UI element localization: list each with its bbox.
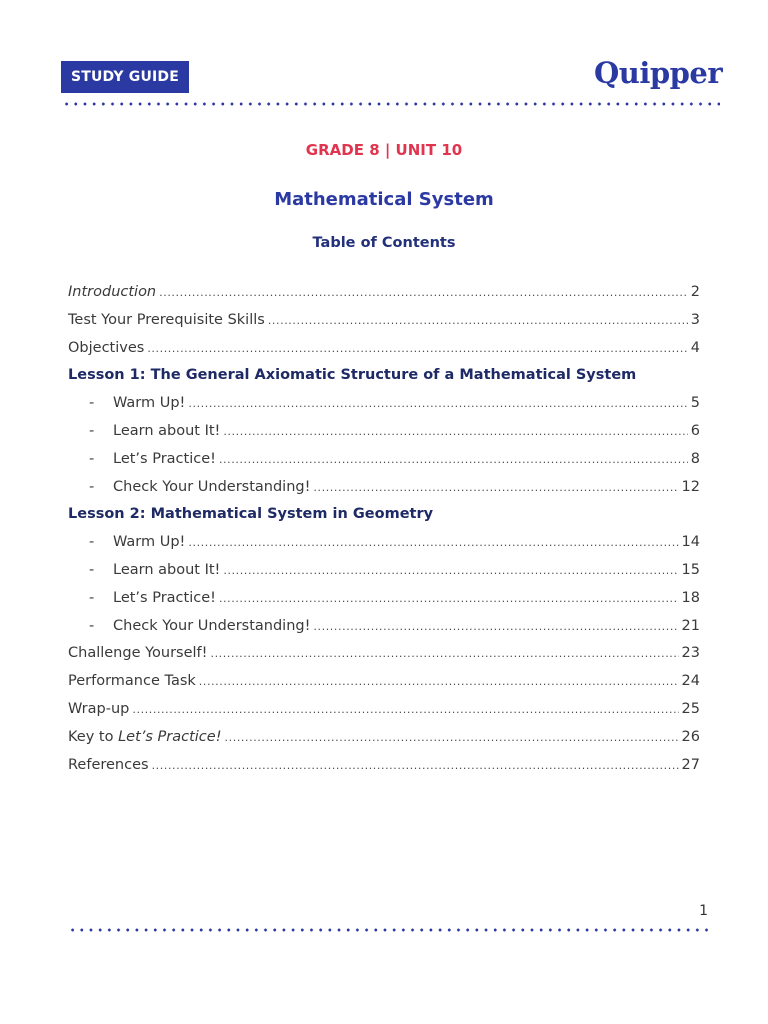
dot-leader bbox=[159, 286, 688, 299]
dot-leader bbox=[223, 564, 678, 577]
page-number: 1 bbox=[699, 903, 708, 919]
toc-entry-label: Learn about It! bbox=[113, 561, 221, 578]
toc-entry-page: 4 bbox=[690, 339, 700, 356]
toc-entry-label: Performance Task bbox=[68, 673, 196, 690]
toc-entry-lesson1-check-understanding[interactable] bbox=[68, 479, 700, 507]
dot-leader bbox=[219, 592, 679, 605]
toc-entry-label: Objectives bbox=[68, 339, 145, 356]
toc-entry-label: Wrap-up bbox=[68, 700, 130, 717]
toc-entry-lesson2-check-understanding[interactable] bbox=[68, 618, 700, 646]
toc-entry-page: 25 bbox=[681, 700, 700, 717]
bullet-dash: - bbox=[89, 395, 95, 412]
toc-entry-page: 6 bbox=[690, 422, 700, 439]
toc-entry-page: 15 bbox=[681, 561, 700, 578]
dot-leader bbox=[268, 314, 688, 327]
toc-entry-page: 12 bbox=[681, 478, 700, 495]
dot-leader bbox=[313, 481, 678, 494]
toc-entry-challenge-yourself[interactable] bbox=[68, 645, 700, 673]
toc-entry-performance-task[interactable] bbox=[68, 673, 700, 701]
toc-entry-page: 3 bbox=[690, 311, 700, 328]
header-dotted-divider bbox=[62, 102, 720, 106]
toc-entry-label: Check Your Understanding! bbox=[113, 617, 311, 634]
toc-entry-label: Let’s Practice! bbox=[113, 589, 216, 606]
toc-entry-page: 14 bbox=[681, 534, 700, 551]
toc-entry-label: Learn about It! bbox=[113, 422, 221, 439]
toc-entry-lesson1-warm-up[interactable] bbox=[68, 395, 700, 423]
footer-dotted-divider bbox=[68, 928, 708, 932]
key-prefix: Key to bbox=[68, 728, 119, 745]
dot-leader bbox=[313, 620, 678, 633]
toc-entry-label bbox=[68, 729, 222, 745]
toc-entry-lesson2-learn-about-it[interactable] bbox=[68, 562, 700, 590]
toc-heading: Table of Contents bbox=[312, 235, 456, 251]
bullet-dash: - bbox=[89, 561, 95, 578]
dot-leader bbox=[225, 731, 679, 744]
toc-entry-page: 8 bbox=[690, 450, 700, 467]
bullet-dash: - bbox=[89, 589, 95, 606]
dot-leader bbox=[210, 647, 678, 660]
toc-entry-page: 21 bbox=[681, 617, 700, 634]
quipper-logo: Quipper bbox=[594, 56, 723, 90]
toc-entry-wrap-up[interactable] bbox=[68, 701, 700, 729]
bullet-dash: - bbox=[89, 534, 95, 551]
toc-entry-introduction[interactable] bbox=[68, 284, 700, 312]
dot-leader bbox=[152, 759, 679, 772]
grade-unit-label: GRADE 8 | UNIT 10 bbox=[305, 141, 463, 159]
toc-entry-label: Challenge Yourself! bbox=[68, 645, 208, 662]
dot-leader bbox=[188, 397, 687, 410]
lesson-2-heading: Lesson 2: Mathematical System in Geometry bbox=[68, 506, 434, 523]
bullet-dash: - bbox=[89, 478, 95, 495]
bullet-dash: - bbox=[89, 450, 95, 467]
lesson-1-heading: Lesson 1: The General Axiomatic Structure of a Mathematical System bbox=[68, 367, 637, 384]
toc-entry-page: 5 bbox=[690, 395, 700, 412]
toc-entry-page: 26 bbox=[681, 728, 700, 745]
toc-entry-page: 23 bbox=[681, 645, 700, 662]
toc-entry-objectives[interactable] bbox=[68, 340, 700, 368]
bullet-dash: - bbox=[89, 422, 95, 439]
toc-entry-page: 2 bbox=[690, 284, 700, 300]
toc-entry-key-to-lets-practice[interactable] bbox=[68, 729, 700, 757]
study-guide-badge: STUDY GUIDE bbox=[61, 61, 189, 93]
toc-entry-label: Warm Up! bbox=[113, 534, 186, 551]
toc-entry-references[interactable] bbox=[68, 757, 700, 785]
toc-entry-lesson2-lets-practice[interactable] bbox=[68, 590, 700, 618]
toc-entry-lesson1-lets-practice[interactable] bbox=[68, 451, 700, 479]
key-italic: Let’s Practice! bbox=[118, 728, 222, 745]
dot-leader bbox=[188, 536, 678, 549]
toc-entry-page: 18 bbox=[681, 589, 700, 606]
table-of-contents bbox=[68, 284, 700, 784]
toc-entry-label: References bbox=[68, 756, 149, 773]
bullet-dash: - bbox=[89, 617, 95, 634]
toc-entry-label: Introduction bbox=[68, 284, 157, 300]
toc-entry-page: 27 bbox=[681, 756, 700, 773]
toc-entry-prerequisite-skills[interactable] bbox=[68, 312, 700, 340]
toc-entry-label: Test Your Prerequisite Skills bbox=[68, 311, 265, 328]
toc-entry-page: 24 bbox=[681, 673, 700, 690]
toc-entry-lesson2-warm-up[interactable] bbox=[68, 534, 700, 562]
toc-entry-lesson1-learn-about-it[interactable] bbox=[68, 423, 700, 451]
dot-leader bbox=[132, 703, 678, 716]
toc-entry-label: Warm Up! bbox=[113, 395, 186, 412]
dot-leader bbox=[219, 453, 688, 466]
dot-leader bbox=[199, 675, 679, 688]
toc-entry-label: Check Your Understanding! bbox=[113, 478, 311, 495]
dot-leader bbox=[147, 342, 687, 355]
toc-entry-label: Let’s Practice! bbox=[113, 450, 216, 467]
dot-leader bbox=[223, 425, 687, 438]
page-title: Mathematical System bbox=[274, 189, 494, 210]
